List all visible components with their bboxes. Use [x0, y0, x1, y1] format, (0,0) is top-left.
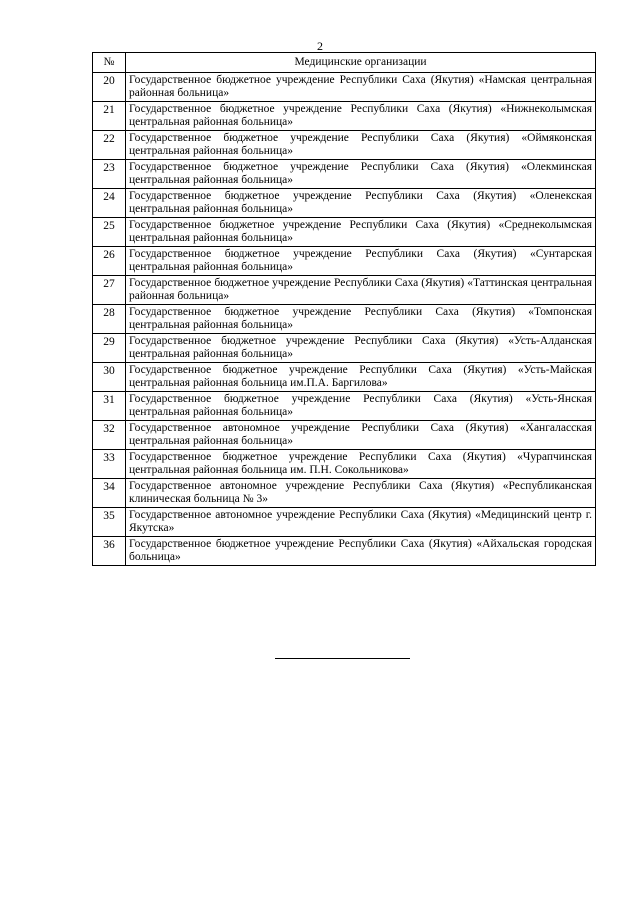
table-row: [93, 363, 596, 392]
table-row: [93, 450, 596, 479]
organization-name: Государственное бюджетное учреждение Республики Саха (Якутия) «Таттинская центральная районная больница»: [126, 276, 596, 305]
table-body: [93, 73, 596, 566]
table-row: [93, 508, 596, 537]
table-row: [93, 479, 596, 508]
row-number: 29: [93, 334, 126, 363]
row-number: 25: [93, 218, 126, 247]
organization-name: Государственное автономное учреждение Республики Саха (Якутия) «Республиканская клиническая больница № 3»: [126, 479, 596, 508]
table-row: [93, 160, 596, 189]
row-number: 21: [93, 102, 126, 131]
closing-separator-line: [275, 658, 410, 659]
table-row: [93, 421, 596, 450]
table-row: [93, 73, 596, 102]
organization-name: Государственное автономное учреждение Республики Саха (Якутия) «Медицинский центр г. Якутска»: [126, 508, 596, 537]
organization-name: Государственное бюджетное учреждение Республики Саха (Якутия) «Усть-Майская центральная районная больница им.П.А. Баргилова»: [126, 363, 596, 392]
table-row: [93, 247, 596, 276]
organization-name: Государственное бюджетное учреждение Республики Саха (Якутия) «Среднеколымская центральная районная больница»: [126, 218, 596, 247]
page-number: 2: [317, 39, 323, 53]
row-number: 36: [93, 537, 126, 566]
row-number: 33: [93, 450, 126, 479]
organization-name: Государственное бюджетное учреждение Республики Саха (Якутия) «Айхальская городская больница»: [126, 537, 596, 566]
table-row: [93, 334, 596, 363]
organization-name: Государственное автономное учреждение Республики Саха (Якутия) «Хангаласская центральная районная больница»: [126, 421, 596, 450]
row-number: 32: [93, 421, 126, 450]
table-row: [93, 102, 596, 131]
organization-name: Государственное бюджетное учреждение Республики Саха (Якутия) «Оймяконская центральная районная больница»: [126, 131, 596, 160]
organization-name: Государственное бюджетное учреждение Республики Саха (Якутия) «Чурапчинская центральная районная больница им. П.Н. Сокольникова»: [126, 450, 596, 479]
row-number: 31: [93, 392, 126, 421]
row-number: 22: [93, 131, 126, 160]
table-row: [93, 189, 596, 218]
row-number: 28: [93, 305, 126, 334]
row-number: 35: [93, 508, 126, 537]
table-row: [93, 131, 596, 160]
row-number: 24: [93, 189, 126, 218]
table-row: [93, 276, 596, 305]
medical-organizations-table: [92, 52, 596, 566]
column-header-organizations: Медицинские организации: [126, 53, 596, 73]
table-header-row: [93, 53, 596, 73]
organization-name: Государственное бюджетное учреждение Республики Саха (Якутия) «Олекминская центральная районная больница»: [126, 160, 596, 189]
organization-name: Государственное бюджетное учреждение Республики Саха (Якутия) «Оленекская центральная районная больница»: [126, 189, 596, 218]
column-header-number: №: [93, 53, 126, 73]
row-number: 27: [93, 276, 126, 305]
row-number: 20: [93, 73, 126, 102]
organization-name: Государственное бюджетное учреждение Республики Саха (Якутия) «Нижнеколымская центральная районная больница»: [126, 102, 596, 131]
row-number: 26: [93, 247, 126, 276]
table-row: [93, 392, 596, 421]
table-row: [93, 305, 596, 334]
table-row: [93, 218, 596, 247]
organization-name: Государственное бюджетное учреждение Республики Саха (Якутия) «Сунтарская центральная районная больница»: [126, 247, 596, 276]
row-number: 30: [93, 363, 126, 392]
organization-name: Государственное бюджетное учреждение Республики Саха (Якутия) «Усть-Алданская центральная районная больница»: [126, 334, 596, 363]
organization-name: Государственное бюджетное учреждение Республики Саха (Якутия) «Намская центральная районная больница»: [126, 73, 596, 102]
row-number: 34: [93, 479, 126, 508]
row-number: 23: [93, 160, 126, 189]
organization-name: Государственное бюджетное учреждение Республики Саха (Якутия) «Усть-Янская центральная районная больница»: [126, 392, 596, 421]
organization-name: Государственное бюджетное учреждение Республики Саха (Якутия) «Томпонская центральная районная больница»: [126, 305, 596, 334]
table-row: [93, 537, 596, 566]
